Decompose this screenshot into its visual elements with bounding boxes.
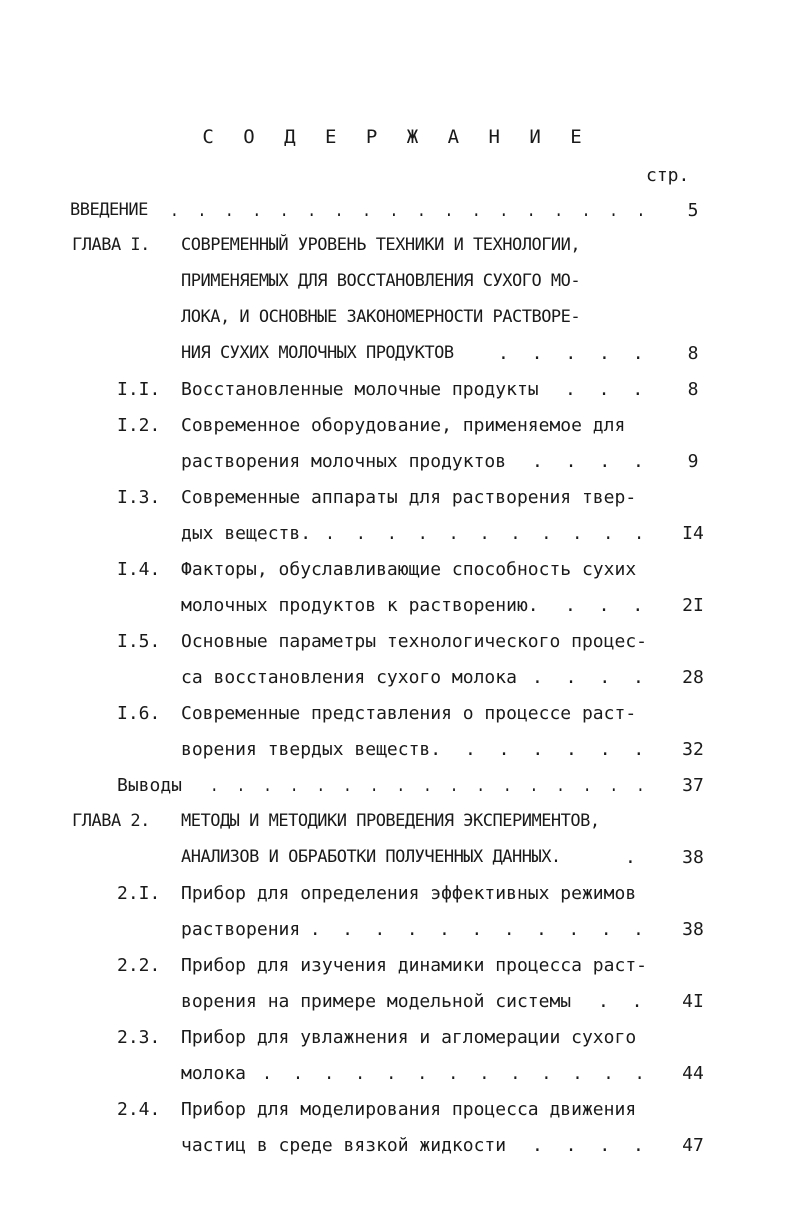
toc-text: растворения молочных продуктов: [181, 451, 507, 472]
toc-section-number: 2.I.: [117, 883, 161, 904]
toc-leader: . . . . .: [498, 343, 650, 364]
toc-text: Прибор для изучения динамики процесса раст-: [181, 955, 647, 976]
toc-row: [0, 919, 793, 949]
toc-text: Выводы: [117, 775, 183, 796]
toc-leader: . . .: [565, 379, 650, 400]
toc-leader: . .: [598, 991, 649, 1012]
toc-leader: . . .: [565, 595, 650, 616]
toc-row: [0, 487, 793, 517]
toc-text: Восстановленные молочные продукты: [181, 379, 539, 400]
toc-section-number: I.I.: [117, 379, 161, 400]
page-title: С О Д Е Р Ж А Н И Е: [202, 126, 591, 148]
toc-page-number: 9: [687, 451, 699, 472]
toc-leader: . . . . . . . . . . . . .: [262, 1063, 651, 1084]
toc-row: [0, 379, 793, 409]
toc-row: [0, 343, 793, 373]
page-column-label: стр.: [646, 165, 690, 186]
toc-row: [0, 271, 793, 301]
toc-row: [0, 559, 793, 589]
toc-page-number: 5: [687, 200, 699, 221]
toc-text: дых веществ.: [181, 523, 312, 544]
toc-text: Прибор для увлажнения и агломерации сухого: [181, 1027, 637, 1048]
toc-text: молочных продуктов к растворению.: [181, 595, 539, 616]
toc-leader: . . . . . . . . . . . . . . . . . .: [170, 200, 651, 221]
toc-section-number: I.6.: [117, 703, 161, 724]
toc-row: [0, 451, 793, 481]
toc-row: [0, 595, 793, 625]
toc-text: МЕТОДЫ И МЕТОДИКИ ПРОВЕДЕНИЯ ЭКСПЕРИМЕНТОВ,: [181, 811, 600, 831]
toc-leader: . . . . . . . . . . .: [310, 919, 650, 940]
toc-page-number: 28: [682, 667, 704, 688]
toc-row: [0, 200, 793, 230]
toc-row: [0, 1099, 793, 1129]
toc-text: НИЯ СУХИХ МОЛОЧНЫХ ПРОДУКТОВ: [181, 343, 454, 363]
toc-page-number: I4: [682, 523, 704, 544]
toc-text: частиц в среде вязкой жидкости: [181, 1135, 507, 1156]
toc-text: Факторы, обуславливающие способность сухих: [181, 559, 637, 580]
toc-row: [0, 1063, 793, 1093]
toc-section-number: I.5.: [117, 631, 161, 652]
toc-text: Основные параметры технологического процес-: [181, 631, 647, 652]
toc-row: [0, 883, 793, 913]
toc-text: СОВРЕМЕННЫЙ УРОВЕНЬ ТЕХНИКИ И ТЕХНОЛОГИИ,: [181, 235, 581, 255]
toc-section-number: 2.4.: [117, 1099, 161, 1120]
toc-text: Прибор для определения эффективных режимов: [181, 883, 637, 904]
toc-row: [0, 955, 793, 985]
toc-leader: . . . .: [532, 667, 650, 688]
toc-leader: .: [625, 847, 642, 868]
toc-page-number: 38: [682, 919, 704, 940]
toc-text: са восстановления сухого молока: [181, 667, 517, 688]
toc-row: [0, 811, 793, 841]
toc-leader: . . . . . .: [465, 739, 651, 760]
toc-leader: . . . . . . . . . . .: [325, 523, 650, 544]
toc-text: АНАЛИЗОВ И ОБРАБОТКИ ПОЛУЧЕННЫХ ДАННЫХ.: [181, 847, 561, 867]
toc-row: [0, 415, 793, 445]
toc-row: [0, 523, 793, 553]
toc-row: [0, 1135, 793, 1165]
toc-row: [0, 847, 793, 877]
toc-page-number: 37: [682, 775, 704, 796]
toc-row: [0, 739, 793, 769]
toc-text: ворения на примере модельной системы: [181, 991, 572, 1012]
toc-page-number: 38: [682, 847, 704, 868]
toc-row: [0, 631, 793, 661]
toc-section-number: I.2.: [117, 415, 161, 436]
toc-section-number: I.3.: [117, 487, 161, 508]
toc-text: Прибор для моделирования процесса движения: [181, 1099, 637, 1120]
toc-row: [0, 235, 793, 265]
toc-leader: . . . . . . . . . . . . . . . . .: [210, 775, 650, 796]
toc-page-number: 44: [682, 1063, 704, 1084]
toc-text: молока: [181, 1063, 247, 1084]
toc-chapter-number: ГЛАВА 2.: [72, 811, 150, 831]
toc-row: [0, 703, 793, 733]
toc-page-number: 2I: [682, 595, 704, 616]
toc-chapter-number: ГЛАВА I.: [72, 235, 150, 255]
toc-page-number: 47: [682, 1135, 704, 1156]
toc-page-number: 32: [682, 739, 704, 760]
toc-text: Современное оборудование, применяемое для: [181, 415, 626, 436]
toc-text: ПРИМЕНЯЕМЫХ ДЛЯ ВОССТАНОВЛЕНИЯ СУХОГО МО-: [181, 271, 581, 291]
toc-section-number: 2.2.: [117, 955, 161, 976]
toc-text: растворения: [181, 919, 301, 940]
toc-row: [0, 1027, 793, 1057]
toc-row: [0, 307, 793, 337]
toc-leader: . . . .: [532, 451, 650, 472]
toc-row: [0, 775, 793, 805]
toc-text: ворения твердых веществ.: [181, 739, 442, 760]
toc-text: Современные аппараты для растворения твер-: [181, 487, 637, 508]
toc-page-number: 8: [687, 379, 699, 400]
toc-section-number: 2.3.: [117, 1027, 161, 1048]
toc-text: ЛОКА, И ОСНОВНЫЕ ЗАКОНОМЕРНОСТИ РАСТВОРЕ-: [181, 307, 581, 327]
toc-page-number: 4I: [682, 991, 704, 1012]
toc-row: [0, 667, 793, 697]
toc-page-number: 8: [687, 343, 699, 364]
toc-row: [0, 991, 793, 1021]
toc-text: Современные представления о процессе раст-: [181, 703, 637, 724]
toc-leader: . . . .: [532, 1135, 650, 1156]
toc-section-number: I.4.: [117, 559, 161, 580]
toc-text: ВВЕДЕНИЕ: [70, 200, 148, 220]
